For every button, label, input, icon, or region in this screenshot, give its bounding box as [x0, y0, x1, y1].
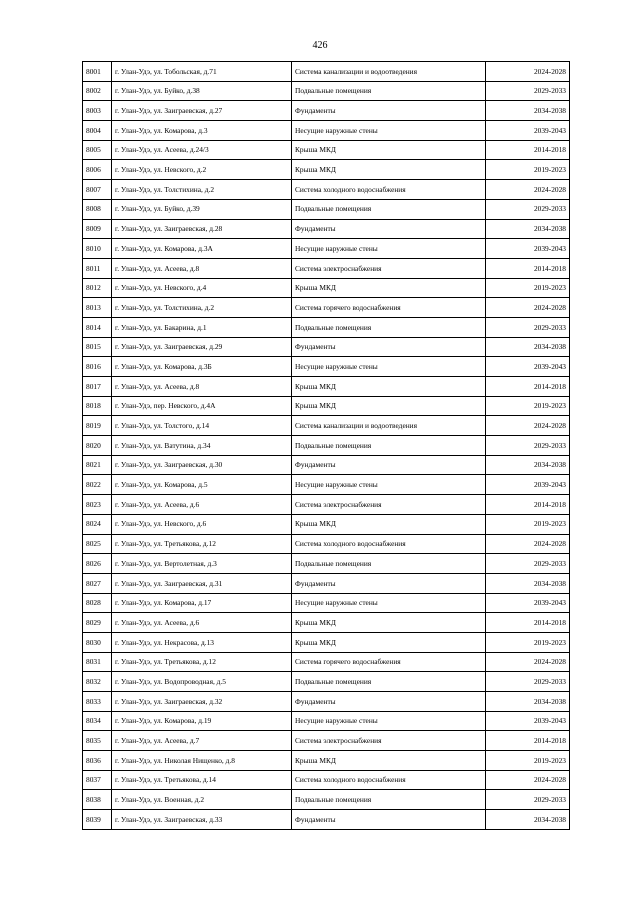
row-number-cell: 8034: [83, 711, 112, 731]
table-row: [83, 278, 570, 298]
table-row: [83, 337, 570, 357]
row-number-cell: 8037: [83, 770, 112, 790]
row-number-cell: 8032: [83, 672, 112, 692]
building-element-cell: Система электроснабжения: [292, 258, 486, 278]
repair-period-cell: 2019-2023: [486, 751, 570, 771]
address-cell: г. Улан-Удэ, ул. Комарова, д.19: [112, 711, 292, 731]
repair-period-cell: 2034-2038: [486, 692, 570, 712]
table-row: [83, 652, 570, 672]
address-cell: г. Улан-Удэ, ул. Толстихина, д.2: [112, 298, 292, 318]
table-row: [83, 416, 570, 436]
address-cell: г. Улан-Удэ, ул. Водопроводная, д.5: [112, 672, 292, 692]
repair-period-cell: 2039-2043: [486, 239, 570, 259]
building-element-cell: Крыша МКД: [292, 278, 486, 298]
row-number-cell: 8035: [83, 731, 112, 751]
repair-period-cell: 2029-2033: [486, 554, 570, 574]
repair-period-cell: 2039-2043: [486, 475, 570, 495]
address-cell: г. Улан-Удэ, ул. Комарова, д.3Б: [112, 357, 292, 377]
address-cell: г. Улан-Удэ, ул. Заиграевская, д.31: [112, 573, 292, 593]
repair-period-cell: 2029-2033: [486, 436, 570, 456]
table-row: [83, 810, 570, 830]
row-number-cell: 8012: [83, 278, 112, 298]
building-element-cell: Подвальные помещения: [292, 790, 486, 810]
row-number-cell: 8006: [83, 160, 112, 180]
row-number-cell: 8008: [83, 199, 112, 219]
address-cell: г. Улан-Удэ, ул. Заиграевская, д.29: [112, 337, 292, 357]
table-row: [83, 573, 570, 593]
repair-period-cell: 2019-2023: [486, 278, 570, 298]
building-element-cell: Фундаменты: [292, 573, 486, 593]
row-number-cell: 8015: [83, 337, 112, 357]
address-cell: г. Улан-Удэ, ул. Асеева, д.6: [112, 613, 292, 633]
table-body: [83, 62, 570, 830]
building-element-cell: Несущие наружные стены: [292, 121, 486, 141]
repair-period-cell: 2024-2028: [486, 62, 570, 82]
table-row: [83, 632, 570, 652]
repair-period-cell: 2014-2018: [486, 377, 570, 397]
building-element-cell: Система горячего водоснабжения: [292, 652, 486, 672]
address-cell: г. Улан-Удэ, ул. Комарова, д.5: [112, 475, 292, 495]
repair-period-cell: 2029-2033: [486, 81, 570, 101]
repair-period-cell: 2014-2018: [486, 613, 570, 633]
table-row: [83, 554, 570, 574]
repair-period-cell: 2014-2018: [486, 258, 570, 278]
table-row: [83, 495, 570, 515]
table-row: [83, 692, 570, 712]
building-element-cell: Крыша МКД: [292, 377, 486, 397]
building-element-cell: Крыша МКД: [292, 160, 486, 180]
building-element-cell: Фундаменты: [292, 692, 486, 712]
repair-period-cell: 2024-2028: [486, 770, 570, 790]
building-element-cell: Подвальные помещения: [292, 199, 486, 219]
row-number-cell: 8029: [83, 613, 112, 633]
repair-period-cell: 2019-2023: [486, 396, 570, 416]
address-cell: г. Улан-Удэ, ул. Военная, д.2: [112, 790, 292, 810]
table-row: [83, 613, 570, 633]
row-number-cell: 8020: [83, 436, 112, 456]
address-cell: г. Улан-Удэ, ул. Асеева, д.24/3: [112, 140, 292, 160]
building-element-cell: Крыша МКД: [292, 514, 486, 534]
table-row: [83, 317, 570, 337]
building-element-cell: Фундаменты: [292, 219, 486, 239]
building-element-cell: Несущие наружные стены: [292, 239, 486, 259]
repair-period-cell: 2019-2023: [486, 632, 570, 652]
repair-period-cell: 2039-2043: [486, 711, 570, 731]
repair-period-cell: 2034-2038: [486, 337, 570, 357]
table-row: [83, 140, 570, 160]
repair-period-cell: 2034-2038: [486, 810, 570, 830]
row-number-cell: 8023: [83, 495, 112, 515]
building-element-cell: Подвальные помещения: [292, 436, 486, 456]
building-element-cell: Подвальные помещения: [292, 554, 486, 574]
building-element-cell: Несущие наружные стены: [292, 711, 486, 731]
table-row: [83, 180, 570, 200]
row-number-cell: 8014: [83, 317, 112, 337]
page-number: 426: [312, 40, 328, 51]
table-row: [83, 121, 570, 141]
repair-period-cell: 2024-2028: [486, 534, 570, 554]
repair-period-cell: 2014-2018: [486, 495, 570, 515]
row-number-cell: 8033: [83, 692, 112, 712]
address-cell: г. Улан-Удэ, ул. Николая Нищенко, д.8: [112, 751, 292, 771]
table-row: [83, 239, 570, 259]
repair-period-cell: 2039-2043: [486, 357, 570, 377]
row-number-cell: 8002: [83, 81, 112, 101]
capital-repair-table: [82, 61, 570, 830]
address-cell: г. Улан-Удэ, ул. Заиграевская, д.32: [112, 692, 292, 712]
building-element-cell: Система электроснабжения: [292, 495, 486, 515]
row-number-cell: 8011: [83, 258, 112, 278]
row-number-cell: 8030: [83, 632, 112, 652]
building-element-cell: Несущие наружные стены: [292, 357, 486, 377]
repair-period-cell: 2014-2018: [486, 731, 570, 751]
table-row: [83, 219, 570, 239]
table-row: [83, 160, 570, 180]
address-cell: г. Улан-Удэ, ул. Асеева, д.6: [112, 495, 292, 515]
table-row: [83, 81, 570, 101]
table-row: [83, 534, 570, 554]
address-cell: г. Улан-Удэ, ул. Невского, д.6: [112, 514, 292, 534]
repair-period-cell: 2019-2023: [486, 514, 570, 534]
building-element-cell: Крыша МКД: [292, 613, 486, 633]
address-cell: г. Улан-Удэ, ул. Заиграевская, д.28: [112, 219, 292, 239]
address-cell: г. Улан-Удэ, ул. Некрасова, д.13: [112, 632, 292, 652]
row-number-cell: 8039: [83, 810, 112, 830]
building-element-cell: Система холодного водоснабжения: [292, 534, 486, 554]
table-row: [83, 770, 570, 790]
row-number-cell: 8038: [83, 790, 112, 810]
repair-period-cell: 2024-2028: [486, 652, 570, 672]
row-number-cell: 8018: [83, 396, 112, 416]
row-number-cell: 8019: [83, 416, 112, 436]
repair-period-cell: 2039-2043: [486, 593, 570, 613]
address-cell: г. Улан-Удэ, пер. Невского, д.4А: [112, 396, 292, 416]
row-number-cell: 8025: [83, 534, 112, 554]
table-row: [83, 396, 570, 416]
address-cell: г. Улан-Удэ, ул. Ватутина, д.34: [112, 436, 292, 456]
building-element-cell: Система канализации и водоотведения: [292, 62, 486, 82]
table-row: [83, 751, 570, 771]
building-element-cell: Система электроснабжения: [292, 731, 486, 751]
row-number-cell: 8026: [83, 554, 112, 574]
repair-period-cell: 2029-2033: [486, 672, 570, 692]
address-cell: г. Улан-Удэ, ул. Тобольская, д.71: [112, 62, 292, 82]
address-cell: г. Улан-Удэ, ул. Буйко, д.38: [112, 81, 292, 101]
building-element-cell: Крыша МКД: [292, 396, 486, 416]
building-element-cell: Фундаменты: [292, 455, 486, 475]
building-element-cell: Фундаменты: [292, 337, 486, 357]
address-cell: г. Улан-Удэ, ул. Комарова, д.3А: [112, 239, 292, 259]
building-element-cell: Несущие наружные стены: [292, 475, 486, 495]
building-element-cell: Система холодного водоснабжения: [292, 180, 486, 200]
repair-period-cell: 2019-2023: [486, 160, 570, 180]
table-row: [83, 790, 570, 810]
row-number-cell: 8022: [83, 475, 112, 495]
row-number-cell: 8003: [83, 101, 112, 121]
table-row: [83, 199, 570, 219]
table-row: [83, 357, 570, 377]
address-cell: г. Улан-Удэ, ул. Комарова, д.17: [112, 593, 292, 613]
building-element-cell: Крыша МКД: [292, 632, 486, 652]
row-number-cell: 8031: [83, 652, 112, 672]
building-element-cell: Крыша МКД: [292, 140, 486, 160]
address-cell: г. Улан-Удэ, ул. Третьякова, д.12: [112, 652, 292, 672]
address-cell: г. Улан-Удэ, ул. Третьякова, д.12: [112, 534, 292, 554]
building-element-cell: Система канализации и водоотведения: [292, 416, 486, 436]
building-element-cell: Фундаменты: [292, 101, 486, 121]
table-row: [83, 62, 570, 82]
row-number-cell: 8010: [83, 239, 112, 259]
building-element-cell: Подвальные помещения: [292, 81, 486, 101]
table-row: [83, 711, 570, 731]
building-element-cell: Крыша МКД: [292, 751, 486, 771]
repair-period-cell: 2024-2028: [486, 180, 570, 200]
address-cell: г. Улан-Удэ, ул. Буйко, д.39: [112, 199, 292, 219]
repair-period-cell: 2014-2018: [486, 140, 570, 160]
repair-period-cell: 2029-2033: [486, 790, 570, 810]
address-cell: г. Улан-Удэ, ул. Толстихина, д.2: [112, 180, 292, 200]
repair-period-cell: 2034-2038: [486, 455, 570, 475]
address-cell: г. Улан-Удэ, ул. Вертолетная, д.3: [112, 554, 292, 574]
row-number-cell: 8005: [83, 140, 112, 160]
row-number-cell: 8017: [83, 377, 112, 397]
address-cell: г. Улан-Удэ, ул. Бакарина, д.1: [112, 317, 292, 337]
table-row: [83, 101, 570, 121]
repair-period-cell: 2029-2033: [486, 317, 570, 337]
repair-period-cell: 2024-2028: [486, 416, 570, 436]
table-row: [83, 731, 570, 751]
row-number-cell: 8021: [83, 455, 112, 475]
row-number-cell: 8013: [83, 298, 112, 318]
row-number-cell: 8028: [83, 593, 112, 613]
address-cell: г. Улан-Удэ, ул. Асеева, д.8: [112, 258, 292, 278]
table-row: [83, 298, 570, 318]
row-number-cell: 8009: [83, 219, 112, 239]
row-number-cell: 8001: [83, 62, 112, 82]
building-element-cell: Подвальные помещения: [292, 317, 486, 337]
repair-period-cell: 2029-2033: [486, 199, 570, 219]
building-element-cell: Несущие наружные стены: [292, 593, 486, 613]
table-row: [83, 475, 570, 495]
address-cell: г. Улан-Удэ, ул. Асеева, д.7: [112, 731, 292, 751]
building-element-cell: Подвальные помещения: [292, 672, 486, 692]
row-number-cell: 8007: [83, 180, 112, 200]
table-row: [83, 593, 570, 613]
address-cell: г. Улан-Удэ, ул. Третьякова, д.14: [112, 770, 292, 790]
address-cell: г. Улан-Удэ, ул. Заиграевская, д.27: [112, 101, 292, 121]
address-cell: г. Улан-Удэ, ул. Невского, д.2: [112, 160, 292, 180]
address-cell: г. Улан-Удэ, ул. Толстого, д.14: [112, 416, 292, 436]
repair-period-cell: 2034-2038: [486, 573, 570, 593]
row-number-cell: 8027: [83, 573, 112, 593]
address-cell: г. Улан-Удэ, ул. Заиграевская, д.30: [112, 455, 292, 475]
address-cell: г. Улан-Удэ, ул. Комарова, д.3: [112, 121, 292, 141]
row-number-cell: 8036: [83, 751, 112, 771]
row-number-cell: 8016: [83, 357, 112, 377]
address-cell: г. Улан-Удэ, ул. Асеева, д.8: [112, 377, 292, 397]
address-cell: г. Улан-Удэ, ул. Невского, д.4: [112, 278, 292, 298]
repair-period-cell: 2034-2038: [486, 101, 570, 121]
building-element-cell: Система горячего водоснабжения: [292, 298, 486, 318]
building-element-cell: Фундаменты: [292, 810, 486, 830]
row-number-cell: 8004: [83, 121, 112, 141]
table-row: [83, 258, 570, 278]
table-row: [83, 436, 570, 456]
table-row: [83, 514, 570, 534]
repair-period-cell: 2034-2038: [486, 219, 570, 239]
building-element-cell: Система холодного водоснабжения: [292, 770, 486, 790]
repair-period-cell: 2039-2043: [486, 121, 570, 141]
row-number-cell: 8024: [83, 514, 112, 534]
address-cell: г. Улан-Удэ, ул. Заиграевская, д.33: [112, 810, 292, 830]
table-row: [83, 455, 570, 475]
table-row: [83, 377, 570, 397]
repair-period-cell: 2024-2028: [486, 298, 570, 318]
table-row: [83, 672, 570, 692]
